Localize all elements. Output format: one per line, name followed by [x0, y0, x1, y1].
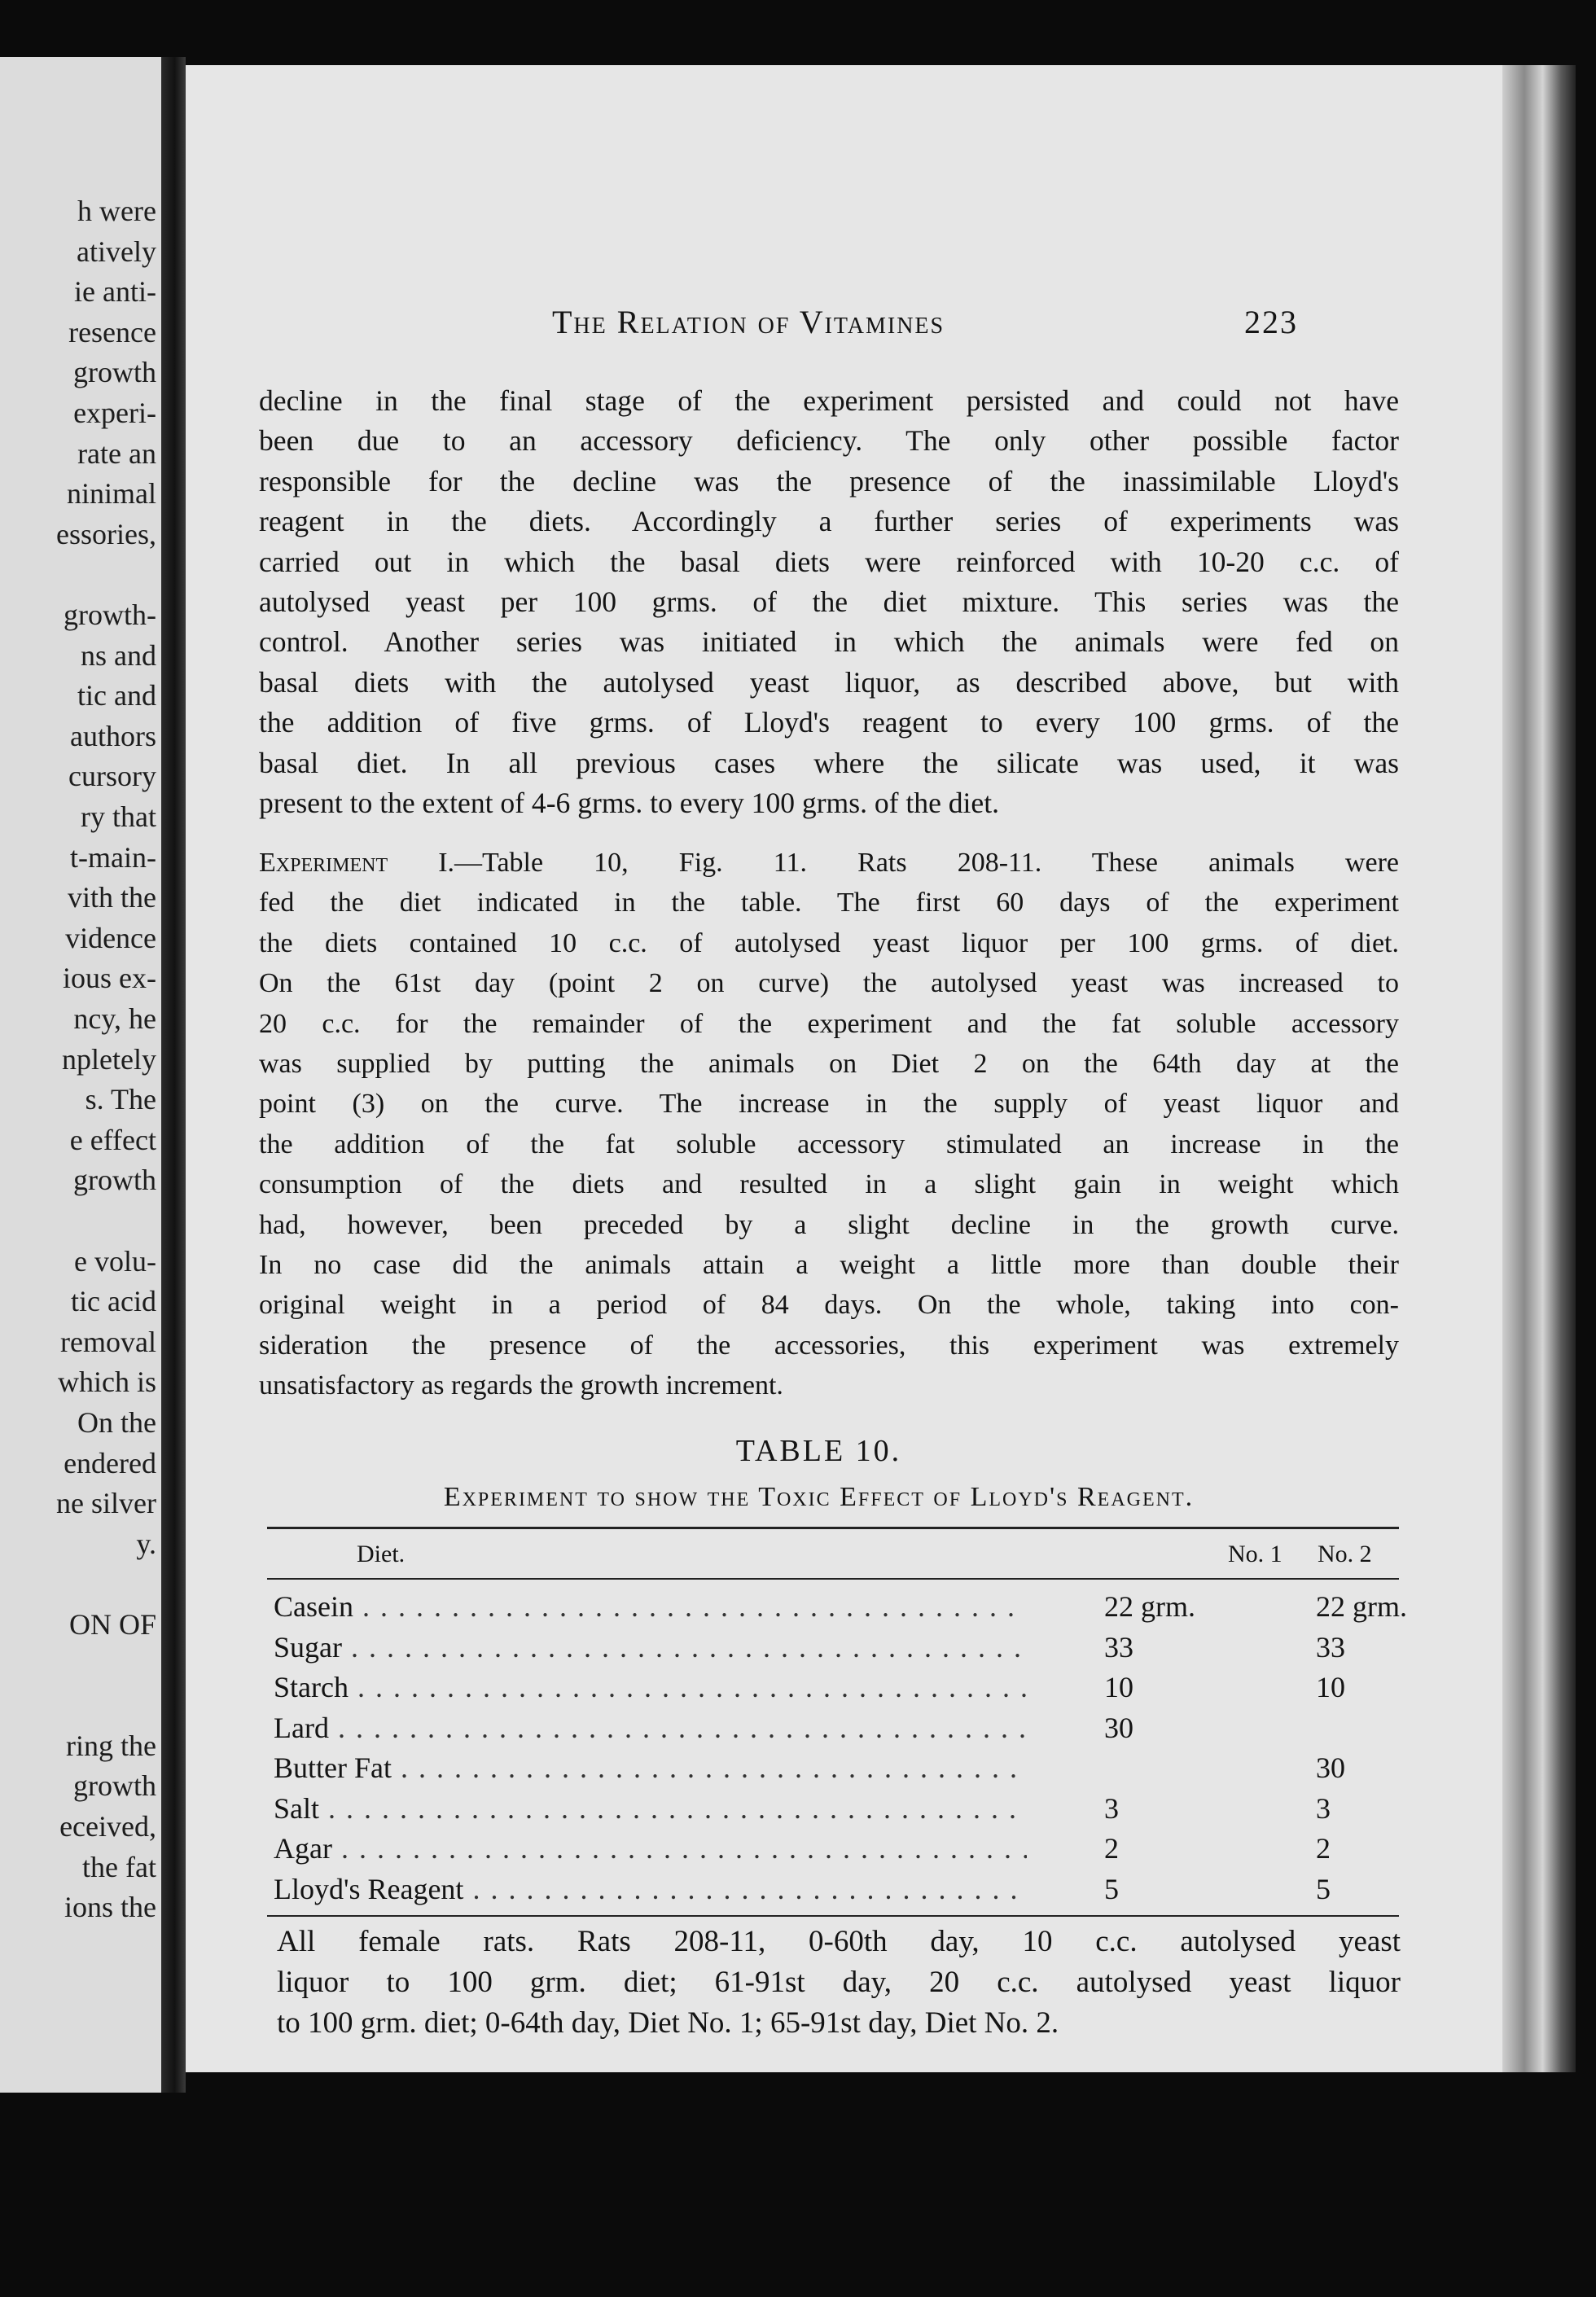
- paragraph-line: control. Another series was initiated in which the animals were fed on: [259, 625, 1399, 659]
- table-cell-no1: 30: [1104, 1711, 1133, 1744]
- table-bottom-rule: [267, 1915, 1399, 1917]
- paragraph-line: present to the extent of 4-6 grms. to every 100 grms. of the diet.: [259, 787, 999, 820]
- running-head: The Relation of Vitamines: [552, 304, 945, 340]
- paragraph-line: original weight in a period of 84 days. On the whole, taking into con-: [259, 1290, 1399, 1321]
- paragraph-line: decline in the final stage of the experiment persisted and could not have: [259, 384, 1399, 417]
- table-row: [274, 1872, 1454, 1913]
- paragraph-line: was supplied by putting the animals on Diet 2 on the 64th day at the: [259, 1049, 1399, 1080]
- table-cell-no2: 22 grm.: [1316, 1590, 1407, 1623]
- table-header-rule: [267, 1578, 1399, 1580]
- left-page-line: ry that: [81, 800, 156, 833]
- left-page-line: ne silver: [56, 1487, 156, 1520]
- left-page-line: vith the: [68, 881, 156, 914]
- left-page-line: removal: [60, 1325, 156, 1358]
- left-page-line: npletely: [62, 1042, 156, 1076]
- left-page-line: ncy, he: [73, 1002, 156, 1035]
- paragraph-line: sideration the presence of the accessories, this experiment was extremely: [259, 1330, 1399, 1361]
- paragraph-line: [259, 843, 1399, 883]
- left-page-line: e volu-: [74, 1244, 156, 1278]
- table-cell-ingredient: Butter Fat . . .: [274, 1751, 1027, 1785]
- left-page-line: ns and: [81, 638, 156, 672]
- table-subtitle: Experiment to show the Toxic Effect of Lloyd's Reagent.: [443, 1482, 1195, 1512]
- paragraph-line: been due to an accessory deficiency. The only other possible factor: [259, 424, 1399, 458]
- left-page-line: y.: [136, 1527, 156, 1560]
- left-page-line: On the: [77, 1406, 156, 1439]
- table-cell-no2: 2: [1316, 1832, 1331, 1865]
- table-cell-no2: 33: [1316, 1630, 1345, 1664]
- left-page-line: authors: [70, 719, 156, 752]
- left-page-line: essories,: [56, 517, 156, 550]
- paragraph-line: reagent in the diets. Accordingly a further series of experiments was: [259, 505, 1399, 538]
- left-page-line: growth: [73, 1164, 156, 1197]
- book-page: [186, 65, 1525, 2072]
- table-row: [274, 1711, 1454, 1751]
- table-footnote: [277, 1922, 1401, 2044]
- table-title: TABLE 10.: [735, 1434, 902, 1468]
- footnote-line: liquor to 100 grm. diet; 61-91st day, 20 c.c. autolysed yeast liquor: [277, 1966, 1401, 1999]
- paragraph-line: carried out in which the basal diets were reinforced with 10-20 c.c. of: [259, 545, 1399, 578]
- left-page-line: experi-: [73, 397, 156, 429]
- left-page-line: ON OF: [68, 1608, 156, 1641]
- table-cell-no2: 3: [1316, 1791, 1331, 1825]
- paragraph-line: had, however, been preceded by a slight decline in the growth curve.: [259, 1209, 1399, 1240]
- left-page-line: tic acid: [71, 1285, 156, 1318]
- book-gutter: [161, 57, 186, 2093]
- table-header-no1: No. 1: [1228, 1541, 1282, 1567]
- left-page-line: ninimal: [67, 477, 156, 511]
- table-cell-ingredient: Agar . . .: [274, 1831, 1027, 1865]
- table-cell-no1: 5: [1104, 1872, 1119, 1905]
- left-page-line: growth: [73, 1769, 156, 1803]
- left-page-line: ie anti-: [74, 275, 156, 309]
- paragraph-line: unsatisfactory as regards the growth increment.: [259, 1370, 783, 1401]
- left-page-line: tic and: [77, 679, 156, 712]
- paragraph-line: the diets contained 10 c.c. of autolysed yeast liquor per 100 grms. of diet.: [259, 927, 1399, 958]
- paragraph-line: basal diets with the autolysed yeast liquor, as described above, but with: [259, 665, 1399, 699]
- table-row: [274, 1831, 1454, 1872]
- left-page-line: the fat: [82, 1850, 156, 1883]
- table-cell-ingredient: Starch . . .: [274, 1670, 1027, 1704]
- left-page-line: growth: [73, 356, 156, 389]
- table-cell-ingredient: Salt . . .: [274, 1791, 1027, 1826]
- left-page-line: cursory: [68, 760, 156, 793]
- table-cell-no2: 10: [1316, 1671, 1345, 1703]
- left-page-line: ious ex-: [63, 962, 156, 995]
- table-cell-no1: 10: [1104, 1671, 1133, 1703]
- table-cell-no1: 33: [1104, 1630, 1133, 1664]
- table-cell-no1: 3: [1104, 1791, 1119, 1825]
- left-page-line: eceived,: [59, 1810, 156, 1843]
- left-page-line: rate an: [77, 436, 156, 470]
- table-cell-no2: 5: [1316, 1872, 1331, 1905]
- left-facing-page: [0, 57, 161, 2093]
- paragraph-line: fed the diet indicated in the table. The first 60 days of the experiment: [259, 888, 1399, 918]
- paragraph-line: the addition of the fat soluble accessory stimulated an increase in the: [259, 1129, 1399, 1159]
- table-cell-ingredient: Sugar . . .: [274, 1630, 1027, 1664]
- left-page-line: endered: [64, 1446, 156, 1479]
- paragraph-line: responsible for the decline was the presence of the inassimilable Lloyd's: [259, 464, 1399, 498]
- table-header-diet: Diet.: [357, 1541, 406, 1567]
- table-cell-ingredient: Lloyd's Reagent . . .: [274, 1872, 1027, 1906]
- table-row: [274, 1670, 1454, 1711]
- table-cell-no2: 30: [1316, 1751, 1345, 1784]
- paragraph-1: [259, 381, 1399, 823]
- left-page-line: ions the: [64, 1891, 156, 1924]
- table-row: [274, 1751, 1454, 1791]
- table-row: [274, 1630, 1454, 1671]
- left-page-line: atively: [77, 235, 156, 268]
- table-row: [274, 1589, 1454, 1630]
- left-page-line: h were: [77, 195, 156, 227]
- table-cell-no1: 22 grm.: [1104, 1590, 1195, 1623]
- footnote-line: All female rats. Rats 208-11, 0-60th day, 10 c.c. autolysed yeast: [277, 1925, 1401, 1958]
- left-page-line: s. The: [85, 1083, 156, 1116]
- paragraph-2: [259, 843, 1399, 1406]
- left-page-line: t-main-: [70, 840, 156, 874]
- table-row: [274, 1791, 1454, 1832]
- paragraph-line: point (3) on the curve. The increase in the supply of yeast liquor and: [259, 1089, 1399, 1120]
- page-edge: [1502, 65, 1576, 2072]
- experiment-heading: Experiment I.: [259, 848, 455, 878]
- paragraph-line-text: —Table 10, Fig. 11. Rats 208-11. These animals were: [454, 848, 1399, 878]
- left-page-line: which is: [58, 1365, 156, 1399]
- left-page-line: resence: [68, 315, 156, 348]
- paragraph-line: On the 61st day (point 2 on curve) the autolysed yeast was increased to: [259, 968, 1399, 999]
- left-page-line: growth-: [64, 598, 156, 631]
- paragraph-line: consumption of the diets and resulted in a slight gain in weight which: [259, 1169, 1399, 1200]
- table-cell-ingredient: Lard . . .: [274, 1711, 1027, 1745]
- page-number: 223: [1244, 304, 1298, 340]
- footnote-line: to 100 grm. diet; 0-64th day, Diet No. 1; 65-91st day, Diet No. 2.: [277, 2006, 1059, 2040]
- table-top-rule: [267, 1527, 1399, 1529]
- paragraph-line: the addition of five grms. of Lloyd's reagent to every 100 grms. of the: [259, 706, 1399, 739]
- table-cell-no1: 2: [1104, 1832, 1119, 1865]
- left-page-line: e effect: [69, 1123, 156, 1156]
- left-page-line: vidence: [65, 921, 156, 954]
- paragraph-line: autolysed yeast per 100 grms. of the diet mixture. This series was the: [259, 585, 1399, 619]
- paragraph-line: basal diet. In all previous cases where the silicate was used, it was: [259, 746, 1399, 779]
- paragraph-line: 20 c.c. for the remainder of the experiment and the fat soluble accessory: [259, 1008, 1399, 1039]
- table-cell-ingredient: Casein . . .: [274, 1589, 1027, 1624]
- paragraph-line: In no case did the animals attain a weight a little more than double their: [259, 1250, 1399, 1281]
- table-header-no2: No. 2: [1318, 1541, 1372, 1567]
- table-header-row: [259, 1541, 1391, 1577]
- left-page-line: ring the: [66, 1729, 156, 1762]
